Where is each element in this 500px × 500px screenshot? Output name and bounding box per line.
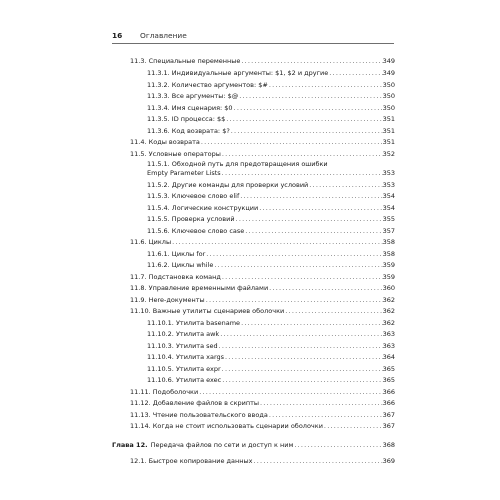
toc-entry-label: 11.5. Условные операторы (130, 150, 221, 158)
toc-entry-page: 358 (382, 250, 395, 258)
toc-entry-label: 11.6.2. Циклы while (147, 261, 214, 269)
page-number: 16 (112, 31, 123, 40)
toc-entry-label: 11.5.2. Другие команды для проверки условий (147, 181, 309, 189)
toc-entry (130, 237, 395, 248)
toc-entry (147, 80, 395, 91)
leader-dots (205, 249, 382, 260)
toc-entry (147, 126, 395, 137)
leader-dots (268, 283, 382, 294)
toc-entry-label: 11.10.1. Утилита basename (147, 319, 241, 327)
toc-entry-page: 367 (382, 422, 395, 430)
toc-entry-label: 12.1. Быстрое копирование данных (130, 457, 253, 465)
toc-entry-page: 359 (382, 261, 395, 269)
toc-entry-label: 11.3.4. Имя сценария: $0 (147, 104, 233, 112)
toc-entry (147, 168, 395, 179)
toc-entry-label: 11.5.4. Логические конструкции (147, 204, 259, 212)
toc-entry (130, 410, 395, 421)
toc-entry (147, 260, 395, 271)
toc-entry (147, 375, 395, 386)
leader-dots (323, 421, 383, 432)
toc-entry (147, 68, 395, 79)
leader-dots (328, 68, 382, 79)
leader-dots (308, 180, 382, 191)
toc-entry-page: 366 (382, 388, 395, 396)
toc-entry (130, 295, 395, 306)
toc-entry (130, 56, 395, 67)
toc-entry-label: 11.10.2. Утилита awk (147, 330, 220, 338)
toc-entry (147, 249, 395, 260)
toc-entry-page: 350 (382, 92, 395, 100)
running-title: Оглавление (140, 31, 187, 40)
toc-entry-label: 11.6.1. Циклы for (147, 250, 206, 258)
toc-entry-page: 363 (382, 330, 395, 338)
leader-dots (244, 226, 382, 237)
running-header (112, 29, 394, 43)
leader-dots (221, 168, 383, 179)
toc-entry-page: 350 (382, 104, 395, 112)
toc-chapter-entry (112, 440, 395, 451)
toc-entry (147, 114, 395, 125)
toc-entry (147, 341, 395, 352)
toc-entry-page: 352 (382, 150, 395, 158)
toc-entry-label: 11.5.5. Проверка условий (147, 215, 235, 223)
toc-entry-label: 11.10. Важные утилиты сценариев оболочки (130, 307, 285, 315)
leader-dots (200, 137, 383, 148)
leader-dots (221, 364, 383, 375)
toc-entry-label: 11.10.4. Утилита xargs (147, 353, 225, 361)
toc-entry-page: 354 (382, 204, 395, 212)
toc-entry-page: 366 (382, 399, 395, 407)
toc-entry (130, 387, 395, 398)
toc-entry-label: 11.3.2. Количество аргументов: $# (147, 81, 268, 89)
toc-entry-label: 11.4. Коды возврата (130, 138, 200, 146)
toc-entry-page: 368 (382, 441, 395, 449)
toc-entry-label: 11.6. Циклы (130, 238, 172, 246)
toc-entry-label: 11.3.3. Все аргументы: $@ (147, 92, 239, 100)
toc-entry-label: 11.12. Добавление файлов в скрипты (130, 399, 260, 407)
toc-entry (147, 364, 395, 375)
toc-entry (130, 137, 395, 148)
toc-entry (130, 306, 395, 317)
leader-dots (205, 295, 383, 306)
header-rule (112, 43, 394, 44)
leader-dots (293, 440, 382, 451)
leader-dots (218, 341, 383, 352)
toc-entry-label: 11.13. Чтение пользовательского ввода (130, 411, 268, 419)
toc-entry-page: 353 (382, 181, 395, 189)
leader-dots (213, 260, 382, 271)
toc-entry-page: 362 (382, 296, 395, 304)
leader-dots (235, 214, 383, 225)
leader-dots (284, 306, 382, 317)
toc-entry-label-line1: 11.5.1. Обходной путь для предотвращения ошибки (147, 160, 328, 168)
toc-entry-page: 363 (382, 342, 395, 350)
leader-dots (198, 387, 382, 398)
toc-entry-label: 11.7. Подстановка команд (130, 273, 221, 281)
leader-dots (230, 126, 383, 137)
toc-entry-page: 351 (382, 138, 395, 146)
toc-entry (130, 421, 395, 432)
toc-entry-page: 358 (382, 238, 395, 246)
toc-entry (130, 398, 395, 409)
toc-entry-page: 357 (382, 227, 395, 235)
toc-entry-label: 11.3.1. Индивидуальные аргументы: $1, $2 и другие (147, 69, 329, 77)
toc-entry-label: 11.3.5. ID процесса: $$ (147, 115, 226, 123)
toc-entry-label: 11.11. Подоболочки (130, 388, 199, 396)
toc-entry-label: 11.5.3. Ключевое слово elif (147, 192, 240, 200)
toc-entry-label: Передача файлов по сети и доступ к ним (150, 441, 294, 449)
toc-entry (147, 191, 395, 202)
leader-dots (221, 375, 382, 386)
toc-entry-label: 11.10.5. Утилита expr (147, 365, 221, 373)
leader-dots (258, 203, 382, 214)
toc-entry (147, 214, 395, 225)
toc-entry-page: 360 (382, 284, 395, 292)
toc-entry-page: 350 (382, 81, 395, 89)
toc-entry-label: 11.14. Когда не стоит использовать сценарии оболочки (130, 422, 323, 430)
leader-dots (268, 80, 383, 91)
leader-dots (239, 191, 382, 202)
toc-entry (130, 283, 395, 294)
leader-dots (224, 352, 383, 363)
toc-entry (147, 226, 395, 237)
leader-dots (240, 318, 383, 329)
toc-entry-page: 359 (382, 273, 395, 281)
toc-entry (130, 456, 395, 467)
toc-entry-page: 362 (382, 319, 395, 327)
toc-entry-label: 11.3.6. Код возврата: $? (147, 127, 230, 135)
toc-entry-page: 367 (382, 411, 395, 419)
toc-entry-label: Empty Parameter Lists (147, 169, 221, 177)
toc-entry-page: 349 (382, 57, 395, 65)
leader-dots (238, 91, 382, 102)
toc-entry-page: 353 (382, 169, 395, 177)
leader-dots (225, 114, 382, 125)
toc-entry-label: 11.8. Управление временными файлами (130, 284, 269, 292)
toc-entry-page: 362 (382, 307, 395, 315)
leader-dots (253, 456, 383, 467)
toc-entry-label: 11.9. Here-документы (130, 296, 205, 304)
toc-entry-label: 11.5.6. Ключевое слово case (147, 227, 245, 235)
toc-entry (147, 103, 395, 114)
toc-entry (147, 329, 395, 340)
toc-entry (147, 352, 395, 363)
toc-entry-page: 351 (382, 115, 395, 123)
toc-entry (147, 318, 395, 329)
leader-dots (219, 329, 382, 340)
leader-dots (171, 237, 382, 248)
toc-entry-label: 11.10.3. Утилита sed (147, 342, 218, 350)
toc-entry (130, 272, 395, 283)
toc-entry-page: 364 (382, 353, 395, 361)
toc-entry-page: 351 (382, 127, 395, 135)
toc-entry-page: 355 (382, 215, 395, 223)
leader-dots (259, 398, 383, 409)
toc-entry (147, 180, 395, 191)
toc-entry (147, 91, 395, 102)
toc-entry-page: 349 (382, 69, 395, 77)
leader-dots (268, 410, 383, 421)
toc-entry (147, 203, 395, 214)
leader-dots (240, 56, 382, 67)
toc-entry-page: 354 (382, 192, 395, 200)
leader-dots (233, 103, 383, 114)
leader-dots (221, 272, 383, 283)
toc-entry-page: 369 (382, 457, 395, 465)
toc-entry-page: 365 (382, 365, 395, 373)
toc-entry-page: 365 (382, 376, 395, 384)
chapter-number: Глава 12. (112, 441, 148, 449)
toc-entry-label: 11.3. Специальные переменные (130, 57, 241, 65)
toc-entry-label: 11.10.6. Утилита exec (147, 376, 222, 384)
